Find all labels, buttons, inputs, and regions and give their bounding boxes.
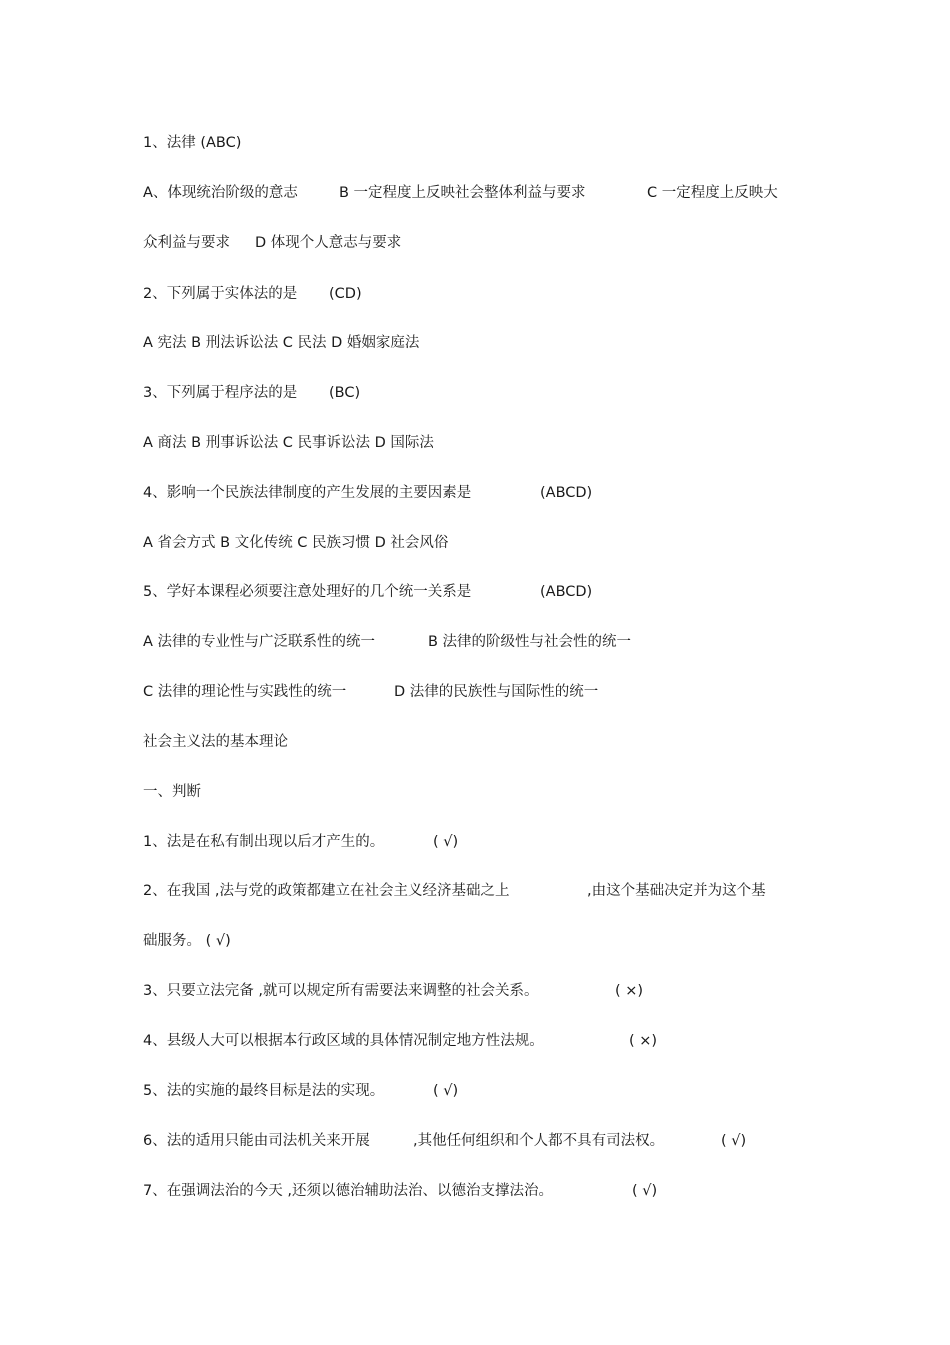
question-2-answer: (CD)	[329, 286, 362, 302]
question-3-options-text: A 商法 B 刑事诉讼法 C 民事诉讼法 D 国际法	[143, 435, 434, 451]
option-b: B 一定程度上反映社会整体利益与要求	[339, 185, 586, 201]
option-c-continued: 众利益与要求	[143, 235, 230, 251]
section-heading-text: 社会主义法的基本理论	[143, 734, 288, 750]
question-1-text: 1、法律 (ABC)	[143, 135, 242, 151]
option-d: D 体现个人意志与要求	[255, 235, 402, 251]
question-3-text: 3、下列属于程序法的是	[143, 385, 298, 401]
question-3-answer: (BC)	[329, 385, 361, 401]
judgment-7-text: 7、在强调法治的今天 ,还须以德治辅助法治、以德治支撑法治。	[143, 1183, 553, 1199]
judgment-6-text-continued: ,其他任何组织和个人都不具有司法权。	[413, 1133, 665, 1149]
judgment-3-text: 3、只要立法完备 ,就可以规定所有需要法来调整的社会关系。	[143, 983, 539, 999]
option-d: D 法律的民族性与国际性的统一	[394, 684, 599, 700]
question-5-text: 5、学好本课程必须要注意处理好的几个统一关系是	[143, 584, 472, 600]
judgment-4-text: 4、县级人大可以根据本行政区域的具体情况制定地方性法规。	[143, 1033, 544, 1049]
judgment-2-text: 2、在我国 ,法与党的政策都建立在社会主义经济基础之上	[143, 883, 510, 899]
judgment-1-text: 1、法是在私有制出现以后才产生的。	[143, 834, 385, 850]
judgment-2-answer: 础服务。 ( √)	[143, 933, 231, 949]
judgment-6-answer: ( √)	[721, 1133, 747, 1149]
question-4-options-text: A 省会方式 B 文化传统 C 民族习惯 D 社会风俗	[143, 535, 449, 551]
judgment-5-text: 5、法的实施的最终目标是法的实现。	[143, 1083, 385, 1099]
option-a: A、体现统治阶级的意志	[143, 185, 298, 201]
question-2-text: 2、下列属于实体法的是	[143, 286, 298, 302]
question-5-answer: (ABCD)	[540, 584, 593, 600]
judgment-5-answer: ( √)	[433, 1083, 459, 1099]
judgment-4-answer: ( ×)	[629, 1033, 658, 1049]
option-c: C 一定程度上反映大	[647, 185, 778, 201]
judgment-2-text-continued: ,由这个基础决定并为这个基	[587, 883, 766, 899]
option-a: A 法律的专业性与广泛联系性的统一	[143, 634, 376, 650]
question-4-text: 4、影响一个民族法律制度的产生发展的主要因素是	[143, 485, 472, 501]
judgment-3-answer: ( ×)	[615, 983, 644, 999]
question-4-answer: (ABCD)	[540, 485, 593, 501]
option-c: C 法律的理论性与实践性的统一	[143, 684, 347, 700]
judgment-6-text: 6、法的适用只能由司法机关来开展	[143, 1133, 370, 1149]
judgment-7-answer: ( √)	[632, 1183, 658, 1199]
question-2-options-text: A 宪法 B 刑法诉讼法 C 民法 D 婚姻家庭法	[143, 335, 420, 351]
judgment-1-answer: ( √)	[433, 834, 459, 850]
option-b: B 法律的阶级性与社会性的统一	[428, 634, 632, 650]
subsection-heading-text: 一、判断	[143, 784, 201, 800]
